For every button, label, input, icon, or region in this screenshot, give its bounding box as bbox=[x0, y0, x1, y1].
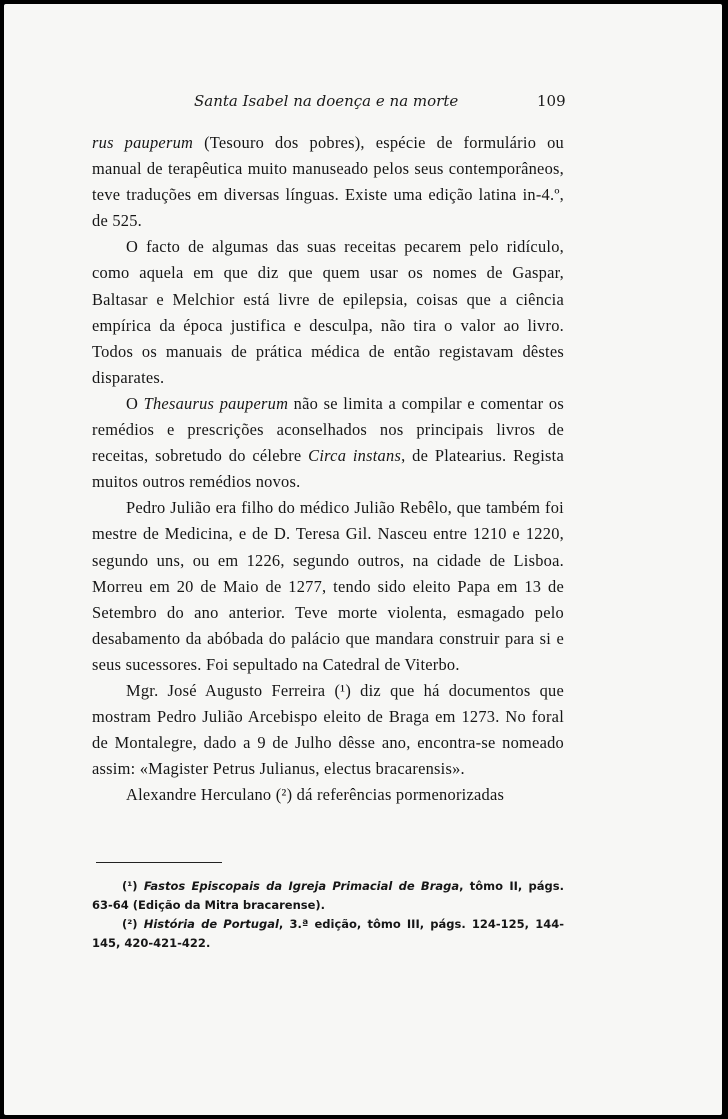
paragraph-3-middle: não se limita a compilar e comentar os remédios e prescrições aconselhados nos principais livros de receitas, sobretudo do célebre bbox=[92, 393, 564, 466]
paragraph-6: Alexandre Herculano (²) dá referências pormenorizadas bbox=[126, 785, 505, 805]
footnote-1 bbox=[92, 877, 564, 915]
body-text bbox=[92, 130, 564, 808]
book-page bbox=[4, 4, 722, 1115]
footnote-2-title: História de Portugal bbox=[143, 917, 279, 931]
thesaurus-pauperum-title: Thesaurus pauperum bbox=[143, 393, 289, 413]
page-number: 109 bbox=[537, 92, 566, 110]
footnote-2-marker: (²) bbox=[122, 917, 138, 931]
footnote-divider bbox=[96, 862, 222, 863]
footnote-2 bbox=[92, 915, 564, 953]
running-title: Santa Isabel na doença e na morte bbox=[194, 92, 459, 110]
paragraph-1-text: (Tesouro dos pobres), espécie de formulário ou manual de terapêutica muito manuseado pelos seus contemporâneos, teve traduções em diversas línguas. Existe uma edição latina in-4.º, de 525. bbox=[92, 133, 564, 231]
footnotes bbox=[92, 877, 564, 953]
paragraph-2: O facto de algumas das suas receitas pecarem pelo ridículo, como aquela em que diz que quem usar os nomes de Gaspar, Baltasar e Melchior está livre de epilepsia, coisas que a ciência empírica da época justifica e desculpa, não tira o valor ao livro. Todos os manuais de prática médica de então registavam dêstes disparates. bbox=[92, 237, 564, 387]
paragraph-5: Mgr. José Augusto Ferreira (¹) diz que há documentos que mostram Pedro Julião Arcebispo eleito de Braga em 1273. No foral de Montalegre, dado a 9 de Julho dêsse ano, encontra-se nomeado assim: «Magister Petrus Julianus, electus bracarensis». bbox=[92, 680, 564, 779]
footnote-1-text: , tômo II, págs. 63-64 (Edição da Mitra bracarense). bbox=[92, 879, 564, 912]
footnote-2-text: , 3.ª edição, tômo III, págs. 124-125, 144-145, 420-421-422. bbox=[92, 917, 564, 950]
paragraph-4: Pedro Julião era filho do médico Julião Rebêlo, que também foi mestre de Medicina, e de D. Teresa Gil. Nasceu entre 1210 e 1220, segundo uns, ou em 1226, segundo outros, na cidade de Lisboa. Morreu em 20 de Maio de 1277, tendo sido eleito Papa em 13 de Setembro do ano anterior. Teve morte violenta, esmagado pelo desabamento da abóbada do palácio que mandara construir para si e seus sucessores. Foi sepultado na Catedral de Viterbo. bbox=[92, 498, 564, 674]
paragraph-3-after: , de Platearius. Regista muitos outros remédios novos. bbox=[92, 446, 565, 492]
circa-instans-title: Circa instans bbox=[308, 446, 402, 466]
footnote-1-marker: (¹) bbox=[122, 879, 138, 893]
paragraph-3-before: O bbox=[126, 393, 144, 413]
paragraph-1 bbox=[92, 130, 564, 234]
paragraph-3 bbox=[92, 391, 564, 495]
paragraph-1-italic: rus pauperum bbox=[92, 133, 194, 152]
footnote-1-title: Fastos Episcopais da Igreja Primacial de Braga bbox=[143, 879, 460, 893]
